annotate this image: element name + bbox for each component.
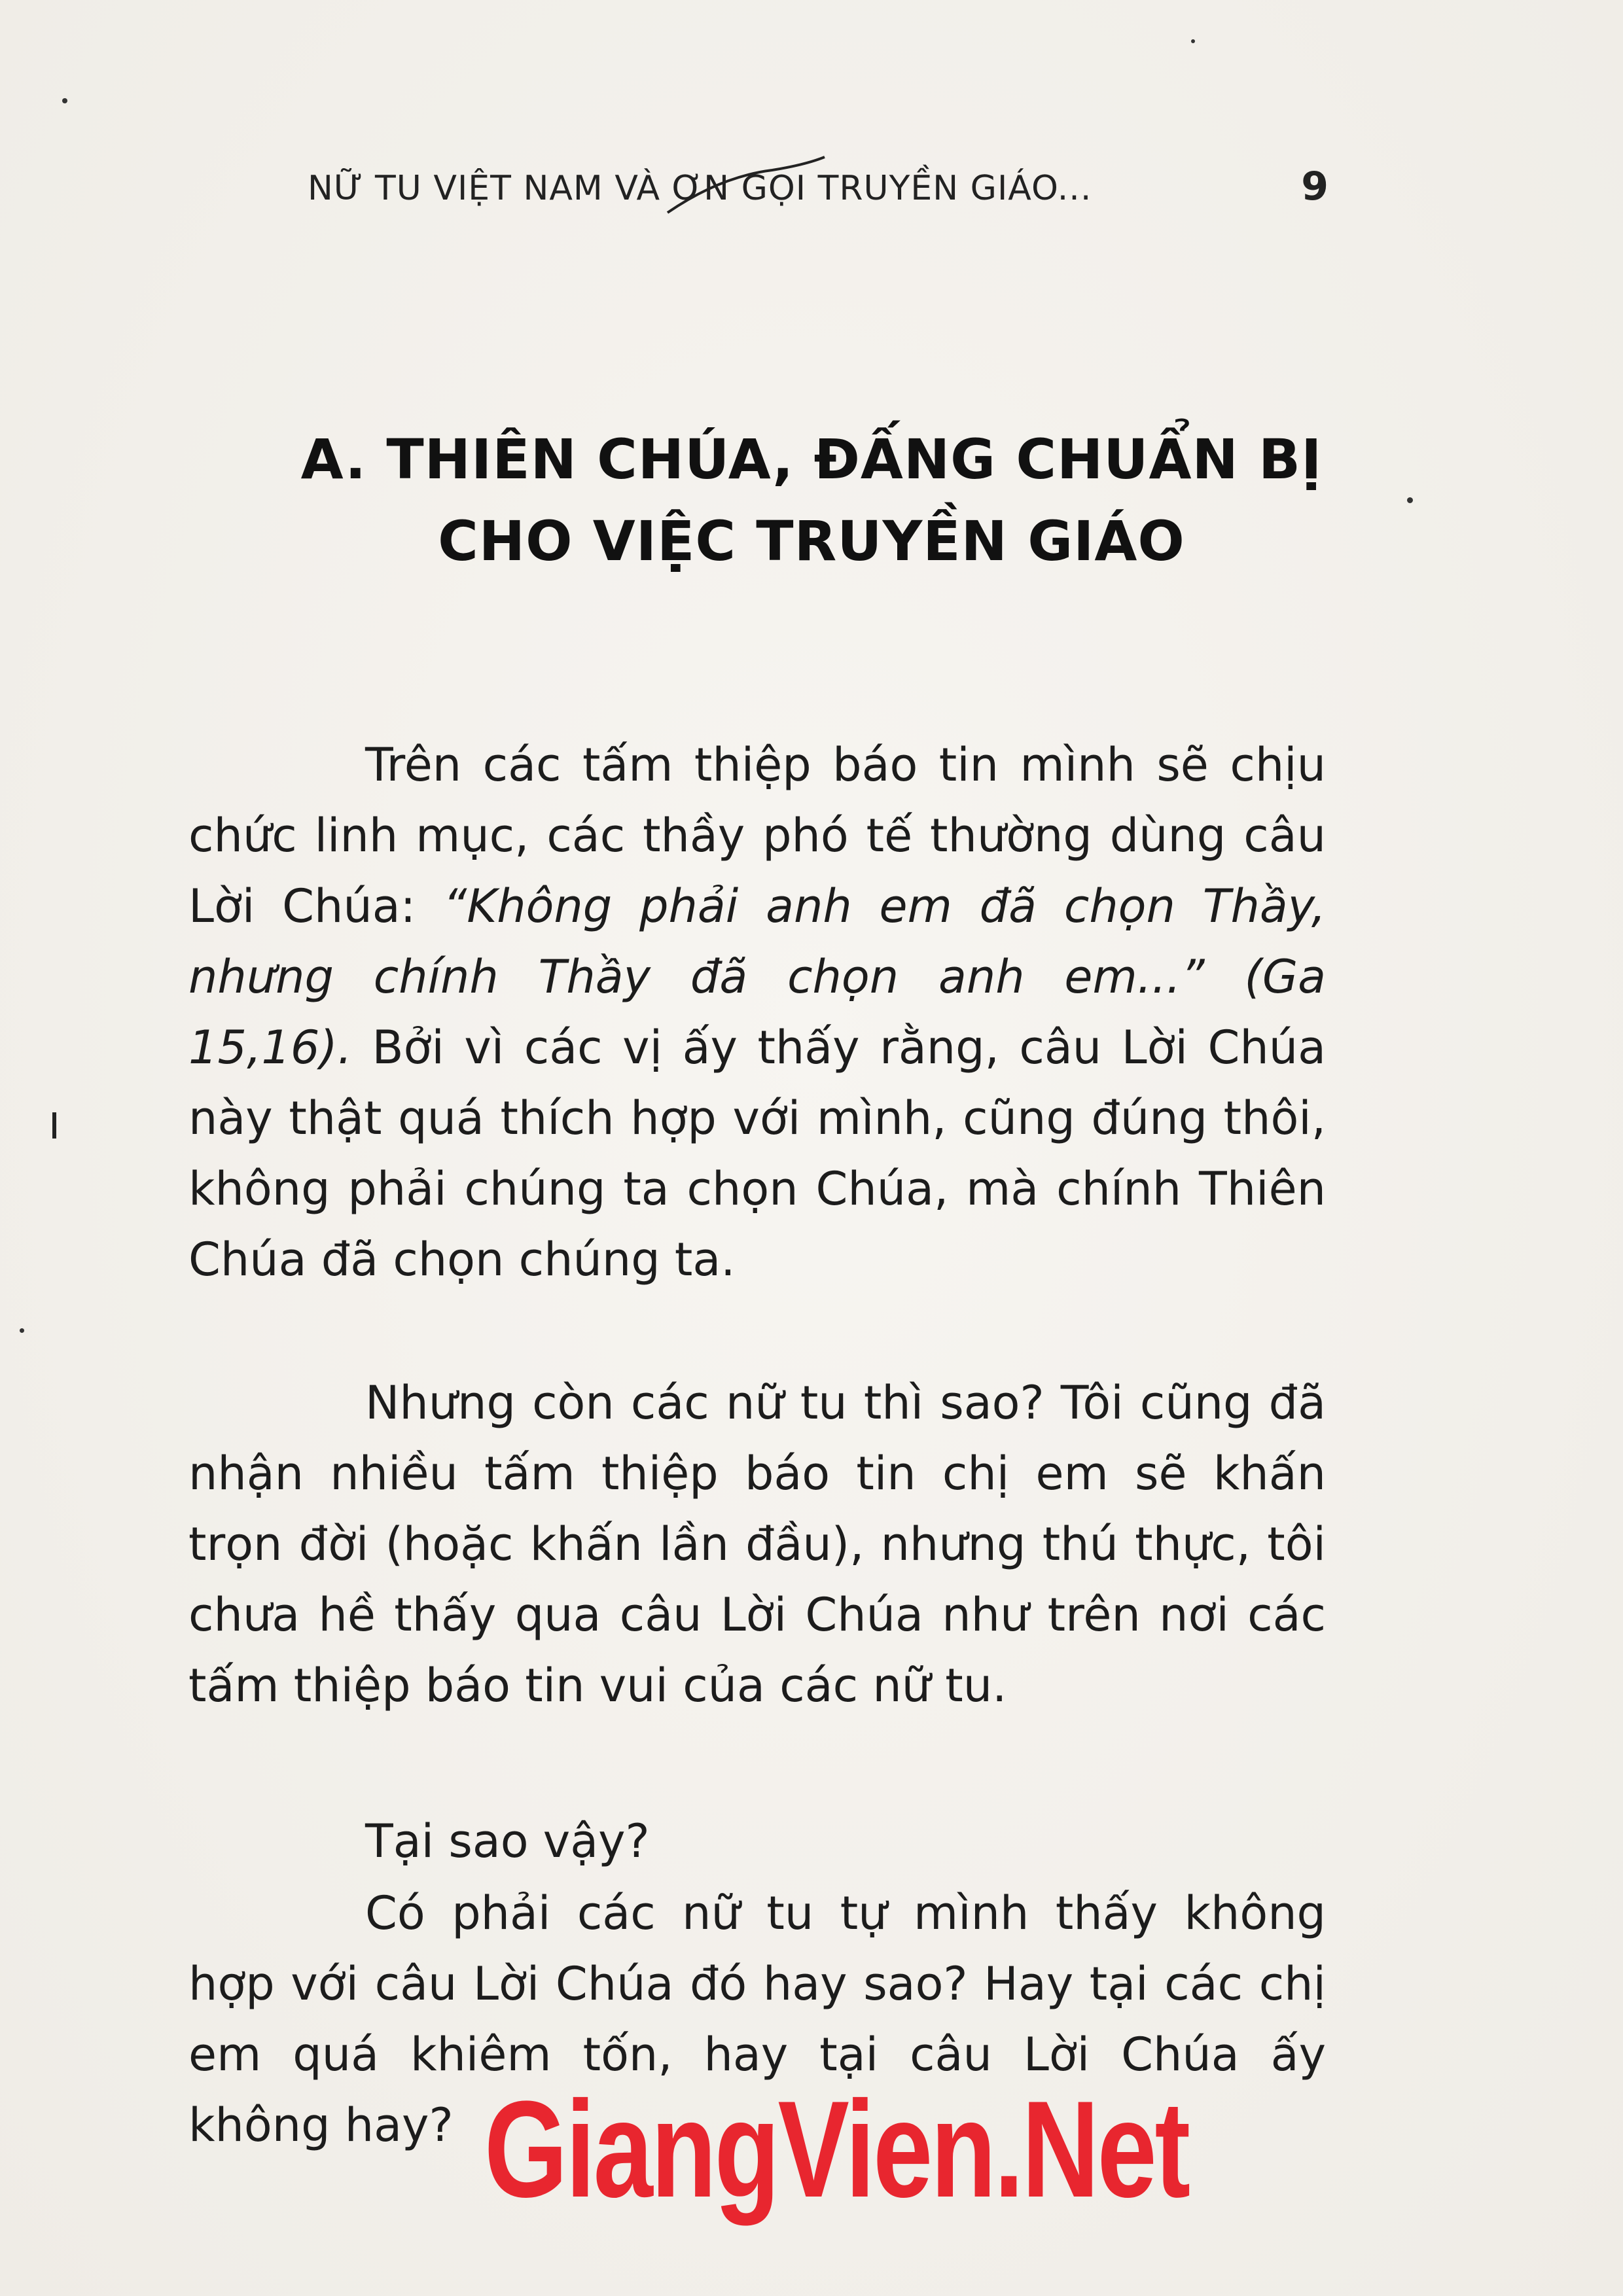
margin-mark [52, 1112, 56, 1139]
page-number: 9 [1301, 164, 1329, 209]
paragraph-1 [188, 730, 1326, 1295]
running-title: NỮ TU VIỆT NAM VÀ ƠN GỌI TRUYỀN GIÁO... [308, 169, 1092, 208]
watermark: GiangVien.Net [484, 2072, 1188, 2226]
paragraph-2-text: Nhưng còn các nữ tu thì sao? Tôi cũng đã nhận nhiều tấm thiệp báo tin chị em sẽ khấn trọn đời (hoặc khấn lần đầu), nhưng thú thực, tôi chưa hề thấy qua câu Lời Chúa như trên nơi các tấm thiệp báo tin vui của các nữ tu. [188, 1376, 1326, 1712]
scan-speck [1407, 497, 1413, 503]
scan-speck [20, 1328, 24, 1333]
chapter-title-line2: CHO VIỆC TRUYỀN GIÁO [438, 509, 1185, 573]
paragraph-4-text: Có phải các nữ tu tự mình thấy không hợp với câu Lời Chúa đó hay sao? Hay tại các chị em quá khiêm tốn, hay tại câu Lời Chúa ấy không hay? [188, 1886, 1326, 2152]
paragraph-1-text-b: Bởi vì các vị ấy thấy rằng, câu Lời Chúa này thật quá thích hợp với mình, cũng đúng thôi, không phải chúng ta chọn Chúa, mà chính Thiên Chúa đã chọn chúng ta. [188, 1021, 1326, 1286]
paragraph-3 [188, 1806, 1326, 1877]
pen-mark [661, 150, 831, 222]
chapter-title [196, 419, 1427, 582]
paragraph-1-text-a: Trên các tấm thiệp báo tin mình sẽ chịu chức linh mục, các thầy phó tế thường dùng câu Lời Chúa: [188, 738, 1326, 933]
scripture-quote: “Không phải anh em đã chọn Thầy, nhưng chính Thầy đã chọn anh em...” (Ga 15,16). [188, 879, 1326, 1074]
chapter-title-line1: A. THIÊN CHÚA, ĐẤNG CHUẨN BỊ [300, 427, 1323, 491]
scan-speck [62, 98, 67, 103]
paragraph-2 [188, 1368, 1326, 1721]
scan-speck [1191, 39, 1195, 43]
paragraph-3-text: Tại sao vậy? [365, 1814, 650, 1868]
